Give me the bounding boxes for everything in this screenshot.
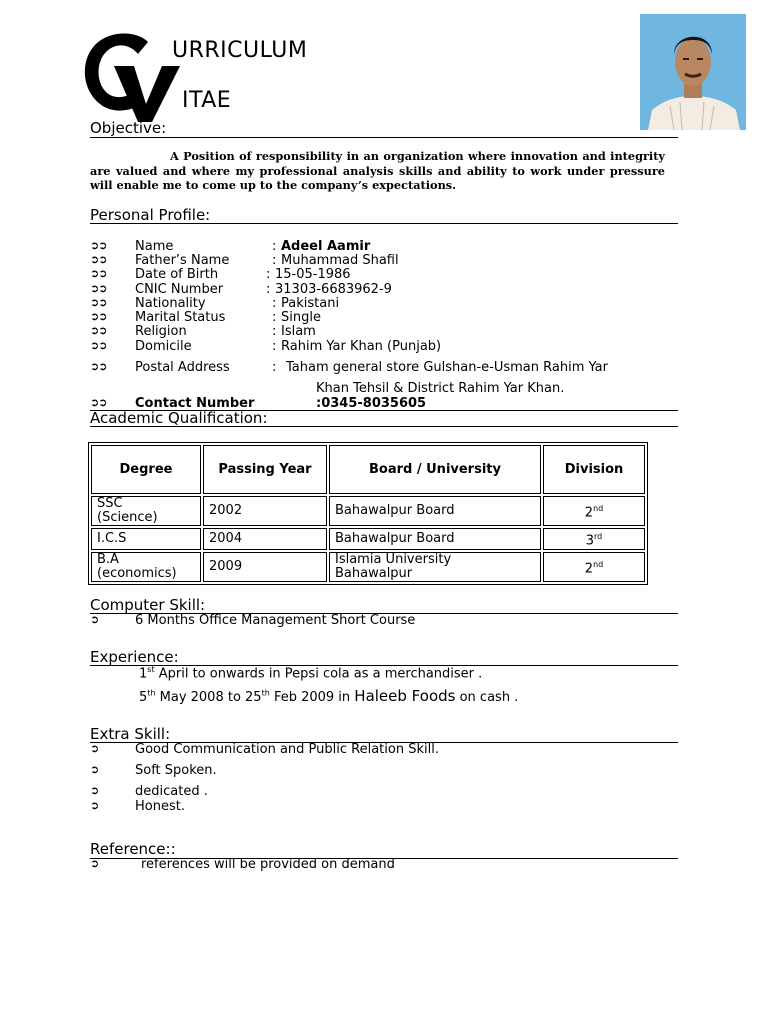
profile-row	[0, 296, 768, 311]
profile-row	[0, 310, 768, 325]
table-row	[91, 552, 645, 582]
contact-number-value: :0345-8035605	[316, 396, 427, 411]
profile-label: Marital Status	[135, 310, 226, 325]
double-arrow-icon: ➲➲	[90, 296, 107, 309]
academic-rule	[90, 426, 678, 427]
profile-label: Religion	[135, 324, 187, 339]
profile-row	[0, 339, 768, 354]
profile-sep: :	[272, 339, 277, 354]
division-cell: 3rd	[543, 528, 645, 550]
profile-label: Nationality	[135, 296, 206, 311]
list-item: ➲ 6 Months Office Management Short Course	[90, 613, 416, 628]
objective-heading: Objective:	[90, 119, 167, 137]
profile-sep: :	[266, 267, 271, 282]
year-cell: 2002	[203, 496, 327, 526]
profile-sep: :	[272, 296, 277, 311]
table-row	[91, 528, 645, 550]
postal-address-line1: Taham general store Gulshan-e-Usman Rahim Yar	[286, 360, 608, 375]
double-arrow-icon: ➲➲	[90, 253, 107, 266]
cv-logo-v	[112, 64, 182, 124]
profile-row	[0, 239, 768, 254]
arrow-icon: ➲	[90, 784, 100, 797]
title-line-1: URRICULUM	[172, 38, 308, 63]
division-cell: 2nd	[543, 552, 645, 582]
list-item: ➲ dedicated .	[90, 784, 208, 799]
year-cell: 2009	[203, 552, 327, 582]
double-arrow-icon: ➲➲	[90, 324, 107, 337]
arrow-icon: ➲	[90, 613, 100, 626]
year-cell: 2004	[203, 528, 327, 550]
profile-label: CNIC Number	[135, 282, 224, 297]
profile-value: Single	[281, 310, 321, 325]
profile-row	[0, 253, 768, 268]
computer-skill-heading: Computer Skill:	[90, 596, 206, 614]
postal-address-sep: :	[272, 360, 277, 375]
profile-value: Adeel Aamir	[281, 239, 371, 254]
double-arrow-icon: ➲➲	[90, 339, 107, 352]
degree-cell: SSC (Science)	[91, 496, 201, 526]
list-item: ➲ Good Communication and Public Relation Skill.	[90, 742, 439, 757]
board-cell: Bahawalpur Board	[329, 496, 541, 526]
contact-number-label: Contact Number	[135, 396, 255, 411]
profile-row	[0, 324, 768, 339]
profile-sep: :	[272, 310, 277, 325]
profile-sep: :	[272, 239, 277, 254]
profile-value: Rahim Yar Khan (Punjab)	[281, 339, 442, 354]
arrow-icon: ➲	[90, 857, 100, 870]
profile-value: Islam	[281, 324, 316, 339]
objective-text: A Position of responsibility in an organization where innovation and integrity are valued and where my professional analysis skills and ability to work under pressure will enable me to come up to the company’s expectations.	[90, 149, 665, 192]
academic-table-wrap	[88, 442, 648, 585]
profile-sep: :	[272, 253, 277, 268]
postal-address-line2: Khan Tehsil & District Rahim Yar Khan.	[316, 381, 565, 396]
double-arrow-icon: ➲➲	[90, 267, 107, 280]
postal-address-row	[0, 360, 768, 375]
postal-address-label: Postal Address	[135, 360, 230, 375]
profile-label: Domicile	[135, 339, 192, 354]
experience-line-1: 1st April to onwards in Pepsi cola as a merchandiser .	[139, 665, 483, 682]
column-header: Board / University	[329, 445, 541, 494]
board-cell: Islamia University Bahawalpur	[329, 552, 541, 582]
column-header: Division	[543, 445, 645, 494]
profile-value: Pakistani	[281, 296, 340, 311]
profile-label: Name	[135, 239, 174, 254]
experience-line-2: 5th May 2008 to 25th Feb 2009 in Haleeb Foods on cash .	[139, 687, 519, 705]
double-arrow-icon: ➲➲	[90, 396, 107, 409]
profile-label: Date of Birth	[135, 267, 219, 282]
column-header: Passing Year	[203, 445, 327, 494]
profile-sep: :	[266, 282, 271, 297]
division-cell: 2nd	[543, 496, 645, 526]
list-item: ➲ Honest.	[90, 799, 185, 814]
profile-label: Father’s Name	[135, 253, 230, 268]
board-cell: Bahawalpur Board	[329, 528, 541, 550]
arrow-icon: ➲	[90, 763, 100, 776]
profile-row	[0, 267, 768, 282]
company-name: Haleeb Foods	[354, 687, 456, 705]
objective-rule	[90, 137, 678, 138]
profile-value: 15-05-1986	[275, 267, 351, 282]
experience-heading: Experience:	[90, 648, 179, 666]
column-header: Degree	[91, 445, 201, 494]
academic-heading: Academic Qualification:	[90, 409, 268, 427]
table-row	[91, 496, 645, 526]
degree-cell: B.A (economics)	[91, 552, 201, 582]
double-arrow-icon: ➲➲	[90, 282, 107, 295]
personal-profile-rule	[90, 223, 678, 224]
title-line-2: ITAE	[182, 88, 232, 113]
table-header-row	[91, 445, 645, 494]
reference-heading: Reference::	[90, 840, 176, 858]
extra-skill-heading: Extra Skill:	[90, 725, 171, 743]
academic-table	[88, 442, 648, 585]
profile-value: Muhammad Shafil	[281, 253, 399, 268]
double-arrow-icon: ➲➲	[90, 310, 107, 323]
profile-value: 31303-6683962-9	[275, 282, 392, 297]
list-item: ➲ references will be provided on demand	[90, 857, 395, 872]
double-arrow-icon: ➲➲	[90, 360, 107, 373]
personal-profile-heading: Personal Profile:	[90, 206, 211, 224]
degree-cell: I.C.S	[91, 528, 201, 550]
arrow-icon: ➲	[90, 742, 100, 755]
profile-photo	[640, 14, 746, 130]
list-item: ➲ Soft Spoken.	[90, 763, 217, 778]
double-arrow-icon: ➲➲	[90, 239, 107, 252]
profile-row	[0, 282, 768, 297]
profile-sep: :	[272, 324, 277, 339]
arrow-icon: ➲	[90, 799, 100, 812]
